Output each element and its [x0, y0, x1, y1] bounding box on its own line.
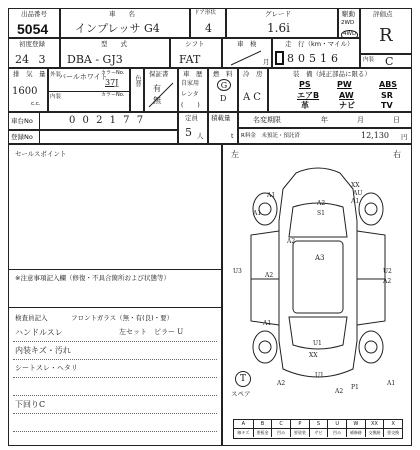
usage-cell — [178, 68, 208, 112]
load-unit: t — [231, 132, 234, 140]
no-inspection-strike — [229, 49, 263, 67]
damage-mark: A2 — [287, 238, 296, 245]
legend-code: XX — [365, 420, 384, 428]
inspection-sheet — [8, 6, 412, 446]
color-change-label: 色替 — [134, 75, 141, 87]
displacement-label: 排 気 量 — [13, 70, 46, 78]
first-reg-value: 24 3 — [15, 53, 46, 66]
model-value: DBA - GJ3 — [67, 53, 123, 66]
color-no-value: 37J — [105, 78, 119, 87]
first-reg-cell — [8, 38, 60, 68]
mileage-cell — [272, 38, 360, 68]
name-change-cell — [238, 112, 412, 128]
grade-value: 1.6i — [267, 21, 290, 35]
notes-label: ※注意事項記入欄（修復・不具合箇所および状態等） — [15, 274, 170, 282]
usage-rental: レンタ — [181, 91, 199, 98]
chassis-label: 車台No — [11, 117, 33, 125]
car-diagram-panel — [222, 144, 412, 446]
car-name-value: インプレッサ G4 — [75, 22, 160, 35]
damage-mark: U3 — [233, 268, 242, 275]
load-label: 積載量 — [211, 114, 231, 122]
shift-cell — [170, 38, 222, 68]
legend-name: サビ — [309, 429, 328, 437]
equip-navi: ナビ — [339, 101, 355, 110]
damage-mark: AU — [353, 190, 363, 197]
interior-value: C — [385, 55, 394, 68]
right-side-label: 右 — [393, 150, 401, 159]
legend-name: 線キズ — [237, 430, 250, 435]
car-name-cell — [60, 8, 190, 38]
damage-mark: A2 — [383, 278, 392, 285]
equipment-label: 装 備（純正部品に限る） — [293, 70, 371, 78]
drive-cell — [338, 8, 360, 38]
legend-code: U — [327, 420, 346, 428]
damage-mark: U1 — [315, 372, 324, 379]
warranty-strike — [147, 81, 175, 109]
door-cell — [190, 8, 226, 38]
damage-mark: A1 — [351, 198, 360, 205]
year-label: 年 — [321, 116, 328, 124]
drive-4wd: 4WD — [341, 30, 358, 40]
damage-mark: XX — [309, 352, 318, 359]
legend-code: X — [383, 420, 402, 428]
warranty-value: 有 — [153, 84, 161, 93]
equip-sr: SR — [381, 91, 393, 100]
interior-color-no-label: カラーNo. — [101, 92, 125, 98]
damage-mark: A2 — [265, 272, 274, 279]
damage-mark: U2 — [383, 268, 392, 275]
equip-pw: PW — [337, 80, 352, 89]
interior-score-cell — [360, 54, 412, 68]
mileage-label: 走 行（km・マイル） — [285, 40, 354, 48]
door-value: 4 — [205, 22, 212, 35]
remarks-panel — [8, 144, 222, 446]
damage-mark: A3 — [315, 254, 325, 262]
fuel-value: D — [220, 94, 227, 103]
equip-leather: 革 — [301, 101, 309, 110]
damage-mark: U1 — [313, 340, 322, 347]
capacity-value: 5 — [185, 126, 192, 139]
legend-name: 凹み — [271, 429, 290, 437]
capacity-cell — [178, 112, 208, 144]
chassis-value: 0 0 2 1 7 7 — [69, 115, 146, 126]
note-1: ハンドルスレ — [15, 328, 63, 337]
warranty-cell — [144, 68, 178, 112]
damage-mark: XX — [351, 182, 360, 189]
ac-label: 冷 房 — [243, 70, 263, 78]
chassis-cell — [8, 112, 178, 130]
damage-mark: A2 — [317, 200, 326, 207]
legend-table — [233, 419, 403, 439]
color-cell — [48, 68, 130, 112]
first-reg-label: 初度登録 — [19, 40, 45, 48]
grade-label: グレード — [265, 10, 291, 18]
equipment-cell — [268, 68, 412, 112]
equip-airbag: エアB — [297, 91, 320, 100]
note-4: シートスレ・ヘタリ — [15, 364, 78, 372]
damage-mark: A2 — [277, 380, 286, 387]
inspection-month: 月 — [263, 58, 270, 66]
color-change-cell — [130, 68, 144, 112]
equip-aw: AW — [339, 91, 354, 100]
ac-cell — [238, 68, 268, 112]
inspection-cell — [222, 38, 272, 68]
windshield-label: フロントガラス（無・有(良)・要） — [71, 314, 174, 322]
legend-name: 要交換 — [383, 429, 402, 437]
interior-label: 内装 — [363, 57, 375, 63]
day-label: 日 — [393, 116, 400, 124]
shift-value: FAT — [179, 53, 201, 66]
inspector-label: 検査員記入 — [15, 314, 48, 322]
warranty-label: 保証書 — [149, 70, 169, 78]
score-label: 評価点 — [373, 10, 393, 18]
reg-no-cell — [8, 130, 178, 144]
usage-label: 車 歴 — [183, 70, 203, 78]
lot-number-box — [8, 8, 60, 38]
score-cell — [360, 8, 412, 54]
fuel-label: 燃 料 — [213, 70, 233, 78]
legend-name: 要板金 — [253, 429, 272, 437]
legend-code: B — [253, 420, 272, 428]
displacement-cell — [8, 68, 48, 112]
fuel-cell — [208, 68, 238, 112]
recycle-cell — [238, 128, 412, 144]
door-label: ドア形状 — [194, 10, 216, 16]
model-label: 型 式 — [101, 40, 127, 48]
legend-code: P — [290, 420, 309, 428]
model-cell — [60, 38, 170, 68]
shift-label: シフト — [185, 40, 205, 48]
legend-code: S — [309, 420, 328, 428]
drive-label: 駆動 — [342, 10, 355, 18]
name-change-label: 名変期限 — [253, 116, 281, 124]
legend-name: 補修跡 — [346, 429, 365, 437]
drive-2wd: 2WD — [341, 20, 355, 26]
capacity-label: 定員 — [185, 114, 198, 122]
note-3: 内装キズ・汚れ — [15, 346, 71, 355]
exterior-label: 外装 — [50, 72, 62, 78]
left-side-label: 左 — [231, 150, 239, 159]
lot-label: 出品番号 — [21, 10, 47, 18]
damage-mark: P1 — [351, 384, 359, 391]
equip-tv: TV — [381, 101, 393, 110]
grade-cell — [226, 8, 338, 38]
displacement-value: 1600 — [12, 86, 38, 97]
damage-mark: A1 — [267, 192, 276, 199]
legend-code: W — [346, 420, 365, 428]
damage-mark: A1 — [263, 320, 272, 327]
mileage-black-box — [275, 51, 284, 65]
recycle-unit: 円 — [401, 133, 408, 141]
damage-mark: A2 — [335, 388, 344, 395]
spare-label: スペア — [231, 390, 251, 398]
spare-tire-icon: T — [235, 371, 251, 387]
recycle-text: R料金 未預託・預託済 — [241, 133, 300, 139]
damage-mark: A1 — [387, 380, 396, 387]
sales-point-label: セールスポイント — [15, 150, 67, 158]
note-5: 下回りC — [15, 400, 46, 409]
usage-private: 自家用 — [181, 80, 200, 87]
legend-name: 要塗装 — [290, 429, 309, 437]
legend-code: A — [241, 421, 246, 427]
color-change-value: 無 — [153, 96, 161, 105]
interior-color-label: 内装 — [50, 94, 62, 100]
mileage-value: 80516 — [287, 52, 342, 65]
displacement-unit: c.c. — [31, 101, 41, 107]
capacity-unit: 人 — [197, 132, 204, 140]
car-name-label: 車 名 — [109, 10, 135, 18]
legend-code: C — [271, 420, 290, 428]
equip-abs: ABS — [379, 80, 398, 89]
note-2: 左セット ピラー U — [119, 328, 184, 336]
lot-number: 5054 — [17, 21, 49, 37]
month-label: 月 — [357, 116, 364, 124]
damage-mark: A1 — [253, 210, 262, 217]
inspection-label: 車 検 — [237, 40, 257, 48]
legend-name: 交換跡 — [365, 429, 384, 437]
color-no-label: カラーNo. — [101, 70, 125, 76]
recycle-value: 12,130 — [361, 131, 389, 140]
legend-name: 凹み — [327, 429, 346, 437]
usage-other: ( ) — [181, 102, 204, 109]
load-cell — [208, 112, 238, 144]
exterior-value: パールホワイト — [59, 73, 108, 81]
damage-mark: S1 — [317, 210, 325, 217]
ac-value: AC — [243, 92, 264, 103]
reg-no-label: 登録No — [11, 133, 33, 141]
score-value: R — [379, 25, 393, 46]
equip-ps: PS — [299, 80, 311, 89]
fuel-selected-circle: G — [217, 79, 231, 91]
